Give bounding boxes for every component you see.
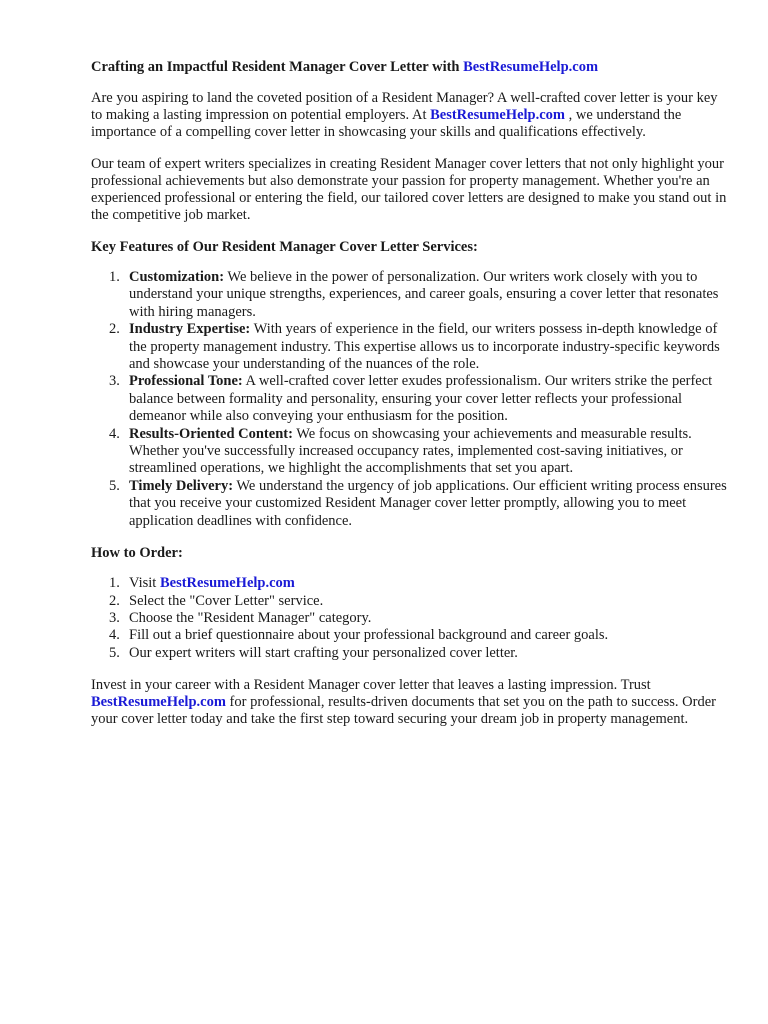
feature-label: Timely Delivery: xyxy=(129,477,234,494)
document-page xyxy=(91,58,731,743)
list-number: 2. xyxy=(109,592,120,609)
list-number: 5. xyxy=(109,644,120,661)
closing-text-2: for professional, results-driven documents that set you on the path to success. Order your cover letter today and take the first step toward securing your dream job in property management. xyxy=(91,694,716,728)
feature-label: Customization: xyxy=(129,269,225,285)
closing-paragraph xyxy=(91,677,731,728)
title-link[interactable]: BestResumeHelp.com xyxy=(463,59,599,75)
order-step-text: Select the "Cover Letter" service. xyxy=(129,592,324,609)
intro-text-2: , we understand the importance of a compelling cover letter in showcasing your skills and qualifications effectively. xyxy=(91,107,682,140)
team-paragraph: Our team of expert writers specializes in creating Resident Manager cover letters that not only highlight your professional achievements but also demonstrate your passion for property management. Whether you're an experienced professional or entering the field, our tailored cover letters are designed to make you stand out in the competitive job market. xyxy=(91,156,727,223)
feature-label: Results-Oriented Content: xyxy=(129,425,293,442)
feature-text: A well-crafted cover letter exudes professionalism. Our writers strike the perfect balance between formality and personality, ensuring your cover letter reflects your professional demeanor while also conveying your enthusiasm for the position. xyxy=(129,373,713,425)
list-number: 5. xyxy=(109,477,120,494)
feature-item xyxy=(91,426,731,478)
list-number: 4. xyxy=(109,425,120,442)
list-number: 1. xyxy=(109,269,120,285)
closing-link[interactable]: BestResumeHelp.com xyxy=(91,694,226,711)
list-number: 1. xyxy=(109,575,120,592)
feature-text: With years of experience in the field, our writers possess in-depth knowledge of the property management industry. This expertise allows us to incorporate industry-specific keywords and showcase your understanding of the nuances of the role. xyxy=(129,321,720,373)
feature-item xyxy=(91,269,731,321)
order-step-text: Fill out a brief questionnaire about your professional background and career goals. xyxy=(129,627,609,644)
order-step xyxy=(91,575,731,592)
order-step-text: Our expert writers will start crafting your personalized cover letter. xyxy=(129,644,518,661)
feature-item xyxy=(91,373,731,425)
intro-text-1: Are you aspiring to land the coveted position of a Resident Manager? A well-crafted cover letter is your key to making a lasting impression on potential employers. At xyxy=(91,90,718,123)
feature-label: Professional Tone: xyxy=(129,373,243,390)
closing-text-1: Invest in your career with a Resident Manager cover letter that leaves a lasting impression. Trust xyxy=(91,677,651,694)
order-step xyxy=(91,610,731,627)
order-step xyxy=(91,645,731,662)
feature-text: We understand the urgency of job applications. Our efficient writing process ensures that you receive your customized Resident Manager cover letter promptly, allowing you to meet application deadlines with confidence. xyxy=(129,477,727,529)
feature-text: We focus on showcasing your achievements and measurable results. Whether you've successfully increased occupancy rates, implemented cost-saving initiatives, or streamlined operations, we highlight the accomplishments that set you apart. xyxy=(129,425,692,477)
list-number: 4. xyxy=(109,627,120,644)
intro-link[interactable]: BestResumeHelp.com xyxy=(430,107,565,123)
order-step-text: Choose the "Resident Manager" category. xyxy=(129,609,372,626)
intro-paragraph xyxy=(91,90,731,141)
title-text: Crafting an Impactful Resident Manager Cover Letter with xyxy=(91,59,464,75)
features-list xyxy=(91,269,731,530)
feature-text: We believe in the power of personalization. Our writers work closely with you to understand your unique strengths, experiences, and career goals, ensuring a cover letter that resonates with hiring managers. xyxy=(129,269,719,320)
feature-item xyxy=(91,478,731,530)
order-step xyxy=(91,593,731,610)
list-number: 3. xyxy=(109,609,120,626)
feature-item xyxy=(91,321,731,373)
order-step-text: Visit xyxy=(129,575,160,592)
order-step xyxy=(91,627,731,644)
list-number: 3. xyxy=(109,373,120,390)
page-title xyxy=(91,58,731,76)
list-number: 2. xyxy=(109,321,120,338)
order-link[interactable]: BestResumeHelp.com xyxy=(159,575,295,592)
order-heading: How to Order: xyxy=(91,545,183,562)
feature-label: Industry Expertise: xyxy=(129,321,251,338)
order-steps-list xyxy=(91,575,731,662)
features-heading: Key Features of Our Resident Manager Cover Letter Services: xyxy=(91,239,478,255)
